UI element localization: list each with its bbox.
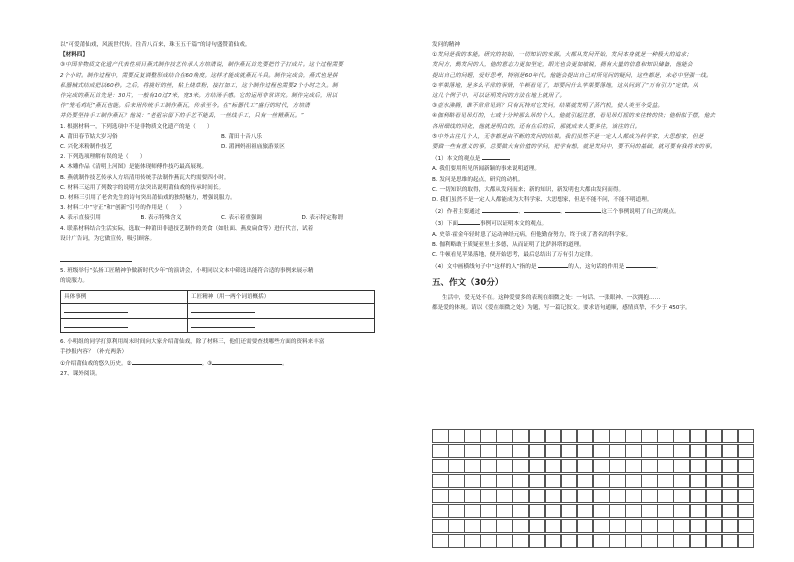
grid-row (432, 519, 754, 533)
grid-cell[interactable] (480, 444, 497, 458)
grid-cell[interactable] (706, 534, 723, 548)
grid-cell[interactable] (609, 444, 626, 458)
option-b[interactable]: B. 莆田十音八乐 (221, 133, 262, 140)
material-line: 2个小时。制作过程中，需要反复调整形成结合在60角度。这样才能成就燕瓦斗具。制作完成会，燕式也是拼 (60, 72, 338, 79)
grid-cell[interactable] (641, 444, 658, 458)
grid-cell[interactable] (657, 444, 674, 458)
grid-cell[interactable] (593, 534, 610, 548)
grid-cell[interactable] (706, 504, 723, 518)
answer-blank[interactable] (212, 357, 282, 365)
grid-cell[interactable] (496, 459, 513, 473)
grid-cell[interactable] (641, 534, 658, 548)
grid-cell[interactable] (448, 429, 465, 443)
option-c[interactable]: C. 表示着重强调 (221, 215, 263, 222)
passage-line: 这几个例子中，可以证明发问的方法在地上就用了。 (432, 93, 566, 100)
grid-cell[interactable] (593, 444, 610, 458)
grid-cell[interactable] (464, 444, 481, 458)
grid-cell[interactable] (738, 504, 755, 518)
grid-cell[interactable] (722, 444, 739, 458)
left-column (60, 40, 382, 380)
grid-row (432, 474, 754, 488)
grid-cell[interactable] (609, 519, 626, 533)
grid-cell[interactable] (496, 474, 513, 488)
question-5-cont: 的说服力。 (60, 278, 88, 285)
grid-row (432, 429, 754, 443)
grid-cell[interactable] (432, 429, 449, 443)
grid-cell[interactable] (690, 489, 707, 503)
passage-line: ⑤中外古往几个人，无非都是由不断的发问的结果。我们虽然不是一定人人都成为科学家，大思想家，但是 (432, 133, 704, 140)
grid-cell[interactable] (432, 459, 449, 473)
grid-cell[interactable] (480, 519, 497, 533)
grid-cell[interactable] (625, 534, 642, 548)
grid-cell[interactable] (545, 519, 562, 533)
question-3-options (60, 213, 382, 223)
grid-cell[interactable] (496, 444, 513, 458)
grid-cell[interactable] (561, 504, 578, 518)
grid-cell[interactable] (609, 429, 626, 443)
grid-cell[interactable] (722, 459, 739, 473)
grid-cell[interactable] (496, 489, 513, 503)
option-d[interactable]: D. 我们虽然不是一定人人都能成为大科学家、大思想家，但是不能不问，不能不明道理。 (432, 197, 653, 204)
grid-cell[interactable] (722, 519, 739, 533)
question-4-cont: 设计广告词，为它做宣传，吸引顾客。 (60, 235, 156, 242)
answer-blank[interactable] (482, 205, 518, 213)
grid-cell[interactable] (593, 519, 610, 533)
passage-line: ③壶水沸腾，谁不常常见到？只有瓦特对它发问，结果就发明了蒸汽机，使人类至今受益。 (432, 103, 664, 110)
question-r1: （1）本文的观点是 (432, 152, 754, 164)
question-r3: （3）下面 事例可以证明本文的观点。 (432, 217, 754, 229)
option-a[interactable]: A. 表示直接引用 (60, 215, 101, 222)
answer-blank[interactable] (191, 304, 255, 313)
answer-blank[interactable] (191, 319, 255, 328)
grid-cell[interactable] (673, 489, 690, 503)
grid-cell[interactable] (464, 519, 481, 533)
passage-line: 各用细线的同化，他就是明白的。还有在后的后，那就成来人要多往，该往的日。 (432, 123, 641, 130)
grid-cell[interactable] (690, 429, 707, 443)
table-header-spirit: 工匠精神（用一两个词语概括） (188, 291, 375, 304)
grid-cell[interactable] (480, 534, 497, 548)
section-title-composition: 五、作文（30分） (432, 278, 504, 289)
passage-line: ①发问是我的本能。研究的初始，一切知识的来源。大都从发问开始，发问本身就是一种极大的追求； (432, 52, 693, 59)
option-d[interactable]: D. 表示特定称谓 (301, 215, 343, 222)
grid-cell[interactable] (609, 504, 626, 518)
grid-cell[interactable] (512, 474, 529, 488)
grid-cell[interactable] (625, 504, 642, 518)
grid-cell[interactable] (496, 429, 513, 443)
question-5: 5. 班级举行“弘扬工匠精神争做新时代少年”的演讲会，小明同以文本中筛选出能符合适的事例来展示精 (60, 268, 314, 275)
grid-cell[interactable] (432, 444, 449, 458)
grid-cell[interactable] (529, 444, 546, 458)
grid-cell[interactable] (722, 429, 739, 443)
grid-cell[interactable] (609, 489, 626, 503)
option-c[interactable]: C. 一切知识的取得，大都从发问而来；新的知识，新发明也大都由发问而得。 (432, 186, 625, 193)
essay-prompt: 生活中，爱无处不在。这种爱要多的表现在细微之处：一句话、一张眼神、一次拥抱…… (442, 294, 661, 301)
grid-row (432, 504, 754, 518)
grid-cell[interactable] (593, 489, 610, 503)
grid-cell[interactable] (706, 429, 723, 443)
grid-row (432, 444, 754, 458)
grid-cell[interactable] (673, 444, 690, 458)
grid-cell[interactable] (609, 534, 626, 548)
answer-blank[interactable] (565, 205, 601, 213)
answer-blank[interactable] (482, 152, 510, 160)
grid-cell[interactable] (577, 504, 594, 518)
grid-cell[interactable] (496, 504, 513, 518)
option-d[interactable]: D. 湄洲妈祖祖庙旅游景区 (221, 144, 285, 151)
question-4: 4. 联系材料结合生活实际，选取一种莆田非遗技艺制作的美食（如肚面、燕皮扁食等）进行代言，试着 (60, 225, 314, 232)
option-c[interactable]: C. 牛顿看见苹果落地，便开始思考，最后总结出了万有引力定律。 (432, 252, 597, 259)
essay-prompt-cont: 都是爱的体现。请以《爱在细微之处》为题，写一篇记叙文。要求语句通顺，感情真挚，不少于 450字。 (432, 304, 691, 311)
grid-cell[interactable] (561, 429, 578, 443)
grid-cell[interactable] (673, 459, 690, 473)
grid-cell[interactable] (480, 504, 497, 518)
grid-cell[interactable] (545, 429, 562, 443)
answer-blank[interactable] (458, 217, 480, 225)
grid-cell[interactable] (577, 534, 594, 548)
grid-cell[interactable] (529, 489, 546, 503)
grid-cell[interactable] (593, 459, 610, 473)
grid-cell[interactable] (448, 489, 465, 503)
passage-line: 提出自己的问题，爱好思考，特别是60年代。他能会提出自己对所见问的疑问，这些都是，未必中坚强一线。 (432, 72, 712, 79)
grid-cell[interactable] (722, 489, 739, 503)
option-b[interactable]: B. 发问是思维的起点，研究的动机。 (432, 176, 524, 183)
grid-cell[interactable] (690, 504, 707, 518)
grid-cell[interactable] (625, 429, 642, 443)
grid-cell[interactable] (738, 459, 755, 473)
grid-cell[interactable] (577, 519, 594, 533)
grid-cell[interactable] (545, 504, 562, 518)
grid-cell[interactable] (641, 519, 658, 533)
grid-cell[interactable] (545, 489, 562, 503)
grid-cell[interactable] (657, 504, 674, 518)
grid-cell[interactable] (673, 429, 690, 443)
grid-cell[interactable] (448, 534, 465, 548)
grid-cell[interactable] (625, 444, 642, 458)
question-6-answer: ①介绍莆仙戏的悠久历史。② 。③ 。 (60, 357, 382, 369)
grid-cell[interactable] (690, 444, 707, 458)
material-line: 并仍要坚持手工制作燕瓦？他说：“老祖宗留下的手艺不能丢，一丝线手工，只有一丝精燕瓦。” (60, 113, 304, 120)
grid-cell[interactable] (657, 534, 674, 548)
grid-cell[interactable] (690, 519, 707, 533)
grid-cell[interactable] (577, 489, 594, 503)
grid-cell[interactable] (625, 519, 642, 533)
option-b[interactable]: B. 表示特殊含义 (140, 215, 182, 222)
grid-cell[interactable] (512, 519, 529, 533)
answer-blank[interactable] (538, 260, 568, 268)
option-a[interactable]: A. 莆田春节姑大岁习俗 (60, 133, 118, 140)
grid-cell[interactable] (673, 504, 690, 518)
grid-cell[interactable] (738, 444, 755, 458)
grid-cell[interactable] (529, 474, 546, 488)
grid-cell[interactable] (529, 459, 546, 473)
grid-cell[interactable] (512, 459, 529, 473)
grid-cell[interactable] (738, 519, 755, 533)
material-line: 私器械式结成把以60秒。之后，将挑好的丝，粘上烧草粉，接打加工，这个制作过程也需要2个小时之久。制 (60, 82, 338, 89)
grid-cell[interactable] (706, 489, 723, 503)
question-6: 6. 小明组的同学打算利用周末时间向大家介绍莆仙戏，除了材料三，他们还需要查找哪些方面的资料来丰富 (60, 338, 325, 345)
grid-cell[interactable] (641, 504, 658, 518)
grid-cell[interactable] (673, 474, 690, 488)
answer-table (60, 290, 375, 332)
grid-cell[interactable] (738, 489, 755, 503)
grid-cell[interactable] (432, 474, 449, 488)
grid-cell[interactable] (512, 489, 529, 503)
grid-cell[interactable] (657, 459, 674, 473)
grid-cell[interactable] (432, 504, 449, 518)
passage-line: ②苹果落地，是多么平常的事情，牛顿看见了，却要问什么苹果要落地，这从问到了“万有引力”定律。从 (432, 82, 699, 89)
grid-cell[interactable] (545, 444, 562, 458)
grid-cell[interactable] (577, 459, 594, 473)
grid-row (432, 459, 754, 473)
grid-cell[interactable] (690, 474, 707, 488)
option-d[interactable]: D. 材料三引用了老舍先生的诗句突出莆仙戏的独特魅力，增强说服力。 (60, 195, 236, 202)
grid-cell[interactable] (448, 504, 465, 518)
question-1-options (60, 142, 382, 152)
grid-cell[interactable] (641, 474, 658, 488)
grid-cell[interactable] (641, 459, 658, 473)
grid-cell[interactable] (657, 474, 674, 488)
grid-cell[interactable] (480, 459, 497, 473)
answer-blank[interactable] (64, 304, 128, 313)
grid-cell[interactable] (432, 534, 449, 548)
grid-cell[interactable] (657, 519, 674, 533)
grid-cell[interactable] (464, 504, 481, 518)
question-1: 1. 根据材料一，下列选项中不是非物质文化遗产的是（ ） (60, 123, 213, 130)
table-header-example: 具体事例 (61, 291, 188, 304)
writing-grid[interactable] (432, 429, 754, 547)
grid-cell[interactable] (529, 504, 546, 518)
question-r2: （2）作者主要通过 、 、 这三个事例说明了自己的观点。 (432, 205, 754, 217)
grid-cell[interactable] (529, 429, 546, 443)
grid-cell[interactable] (609, 474, 626, 488)
question-1-options (60, 132, 382, 142)
grid-row (432, 489, 754, 503)
material-line: ③中国非物质文化遗产代表性项目燕式制作技艺传承人方培清说，制作燕瓦首先要把竹子打成片。这个过程需要 (60, 62, 344, 69)
grid-cell[interactable] (577, 444, 594, 458)
grid-cell[interactable] (641, 429, 658, 443)
grid-cell[interactable] (480, 429, 497, 443)
grid-cell[interactable] (432, 519, 449, 533)
grid-cell[interactable] (464, 459, 481, 473)
grid-cell[interactable] (722, 534, 739, 548)
grid-cell[interactable] (673, 534, 690, 548)
passage-line: 发问方，勤发问的人，他的意志力更加坚定，眼光也会更加敏锐，拥有大量的信息和知识储备，他能会 (432, 62, 693, 69)
question-6-cont: 手抄报内容？（补充两条） (60, 349, 128, 356)
question-r4: （4）文中画横线句子中“这样的人”指的是 的人，这句话的作用是 。 (432, 260, 754, 272)
grid-cell[interactable] (625, 474, 642, 488)
grid-cell[interactable] (690, 534, 707, 548)
question-27: 27、课外阅读。 (60, 371, 101, 378)
grid-cell[interactable] (545, 459, 562, 473)
grid-cell[interactable] (706, 459, 723, 473)
grid-cell[interactable] (738, 474, 755, 488)
grid-cell[interactable] (657, 489, 674, 503)
option-c[interactable]: C. 材料三运用了列数字的说明方法突出说明莆仙戏的传承时间长。 (60, 184, 225, 191)
grid-cell[interactable] (448, 474, 465, 488)
passage-line: 要做一些有意义的事，总要做大有价值的学问，把学有想，就是发问中，要不问的基础，就可要有我将来的事。 (432, 144, 716, 151)
grid-cell[interactable] (738, 534, 755, 548)
option-a[interactable]: A. 木雕作品《清明上河图》是能体现师傅作技巧最高展现。 (60, 164, 208, 171)
grid-cell[interactable] (593, 474, 610, 488)
grid-cell[interactable] (593, 429, 610, 443)
grid-cell[interactable] (545, 474, 562, 488)
answer-blank[interactable] (64, 319, 128, 328)
option-c[interactable]: C. 兴化米粉制作技艺 (60, 144, 113, 151)
right-column (432, 40, 754, 313)
grid-cell[interactable] (464, 489, 481, 503)
grid-cell[interactable] (577, 429, 594, 443)
grid-cell[interactable] (448, 444, 465, 458)
table-row (61, 304, 375, 318)
grid-cell[interactable] (690, 459, 707, 473)
grid-cell[interactable] (561, 489, 578, 503)
passage-title: 发问的精神 (432, 42, 460, 48)
grid-cell[interactable] (625, 489, 642, 503)
option-b[interactable]: B. 伽利略敢于质疑亚里士多德，从而证明了比萨斜塔的道理。 (432, 241, 585, 248)
grid-cell[interactable] (480, 474, 497, 488)
grid-cell[interactable] (464, 534, 481, 548)
option-a[interactable]: A. 我们要用所见所闻新颖的事来说明道理。 (432, 166, 540, 173)
option-b[interactable]: B. 燕就制作技艺传承人方培清用传统手法制作燕瓦大约需要四小时。 (60, 174, 230, 181)
answer-blank[interactable] (132, 357, 202, 365)
grid-cell[interactable] (512, 444, 529, 458)
grid-cell[interactable] (529, 519, 546, 533)
grid-cell[interactable] (706, 519, 723, 533)
grid-cell[interactable] (464, 474, 481, 488)
grid-cell[interactable] (657, 429, 674, 443)
grid-cell[interactable] (480, 489, 497, 503)
intro-line: 以“可爱莆仙戏，风流世代传。往昔八百来，珠玉五千篇”的诗句盛赞莆仙戏。 (60, 42, 251, 48)
grid-cell[interactable] (512, 504, 529, 518)
grid-cell[interactable] (625, 459, 642, 473)
grid-cell[interactable] (593, 504, 610, 518)
grid-cell[interactable] (609, 459, 626, 473)
grid-cell[interactable] (722, 474, 739, 488)
answer-blank[interactable] (524, 205, 560, 213)
grid-cell[interactable] (496, 534, 513, 548)
grid-cell[interactable] (448, 459, 465, 473)
grid-cell[interactable] (577, 474, 594, 488)
grid-cell[interactable] (641, 489, 658, 503)
grid-cell[interactable] (561, 519, 578, 533)
grid-cell[interactable] (673, 519, 690, 533)
grid-cell[interactable] (512, 534, 529, 548)
grid-cell[interactable] (432, 489, 449, 503)
grid-cell[interactable] (545, 534, 562, 548)
grid-cell[interactable] (464, 429, 481, 443)
question-3: 3. 材料二中“守正”和“创新”引号的作用是（ ） (60, 205, 185, 212)
grid-cell[interactable] (561, 474, 578, 488)
grid-cell[interactable] (722, 504, 739, 518)
answer-blank[interactable] (60, 252, 132, 262)
grid-cell[interactable] (561, 459, 578, 473)
material-line: 作完成的燕瓦首先是：30片，一般有10过7米，宽3米。方结汤手感。它的运用非常讲究。制作完成后，用以 (60, 93, 338, 100)
grid-cell[interactable] (738, 429, 755, 443)
grid-cell[interactable] (512, 429, 529, 443)
grid-cell[interactable] (706, 474, 723, 488)
grid-cell[interactable] (448, 519, 465, 533)
grid-cell[interactable] (706, 444, 723, 458)
material-heading: 【材料四】 (60, 52, 88, 59)
question-2: 2. 下列选项理解有误的是（ ） (60, 154, 146, 161)
grid-cell[interactable] (561, 534, 578, 548)
grid-cell[interactable] (561, 444, 578, 458)
passage-line: ④伽利略看见吊灯的，七或十分钟那么吊的个人，他就引起注意，看见吊灯摇的来往转的快；他相似于摆，他去 (432, 113, 716, 120)
table-row (61, 318, 375, 332)
grid-cell[interactable] (529, 534, 546, 548)
answer-blank[interactable] (626, 260, 656, 268)
grid-cell[interactable] (496, 519, 513, 533)
material-line: 作“笼毛鸡纪”燕瓦也能。后来用传统手工制作燕瓦，传承至今。在“标器代工”盛行的时代，方培清 (60, 103, 310, 110)
grid-row (432, 534, 754, 548)
option-a[interactable]: A. 史蒂·霍金年轻时患了运动神经元病，但他勤奋努力，终于成了著名的科学家。 (432, 231, 632, 238)
